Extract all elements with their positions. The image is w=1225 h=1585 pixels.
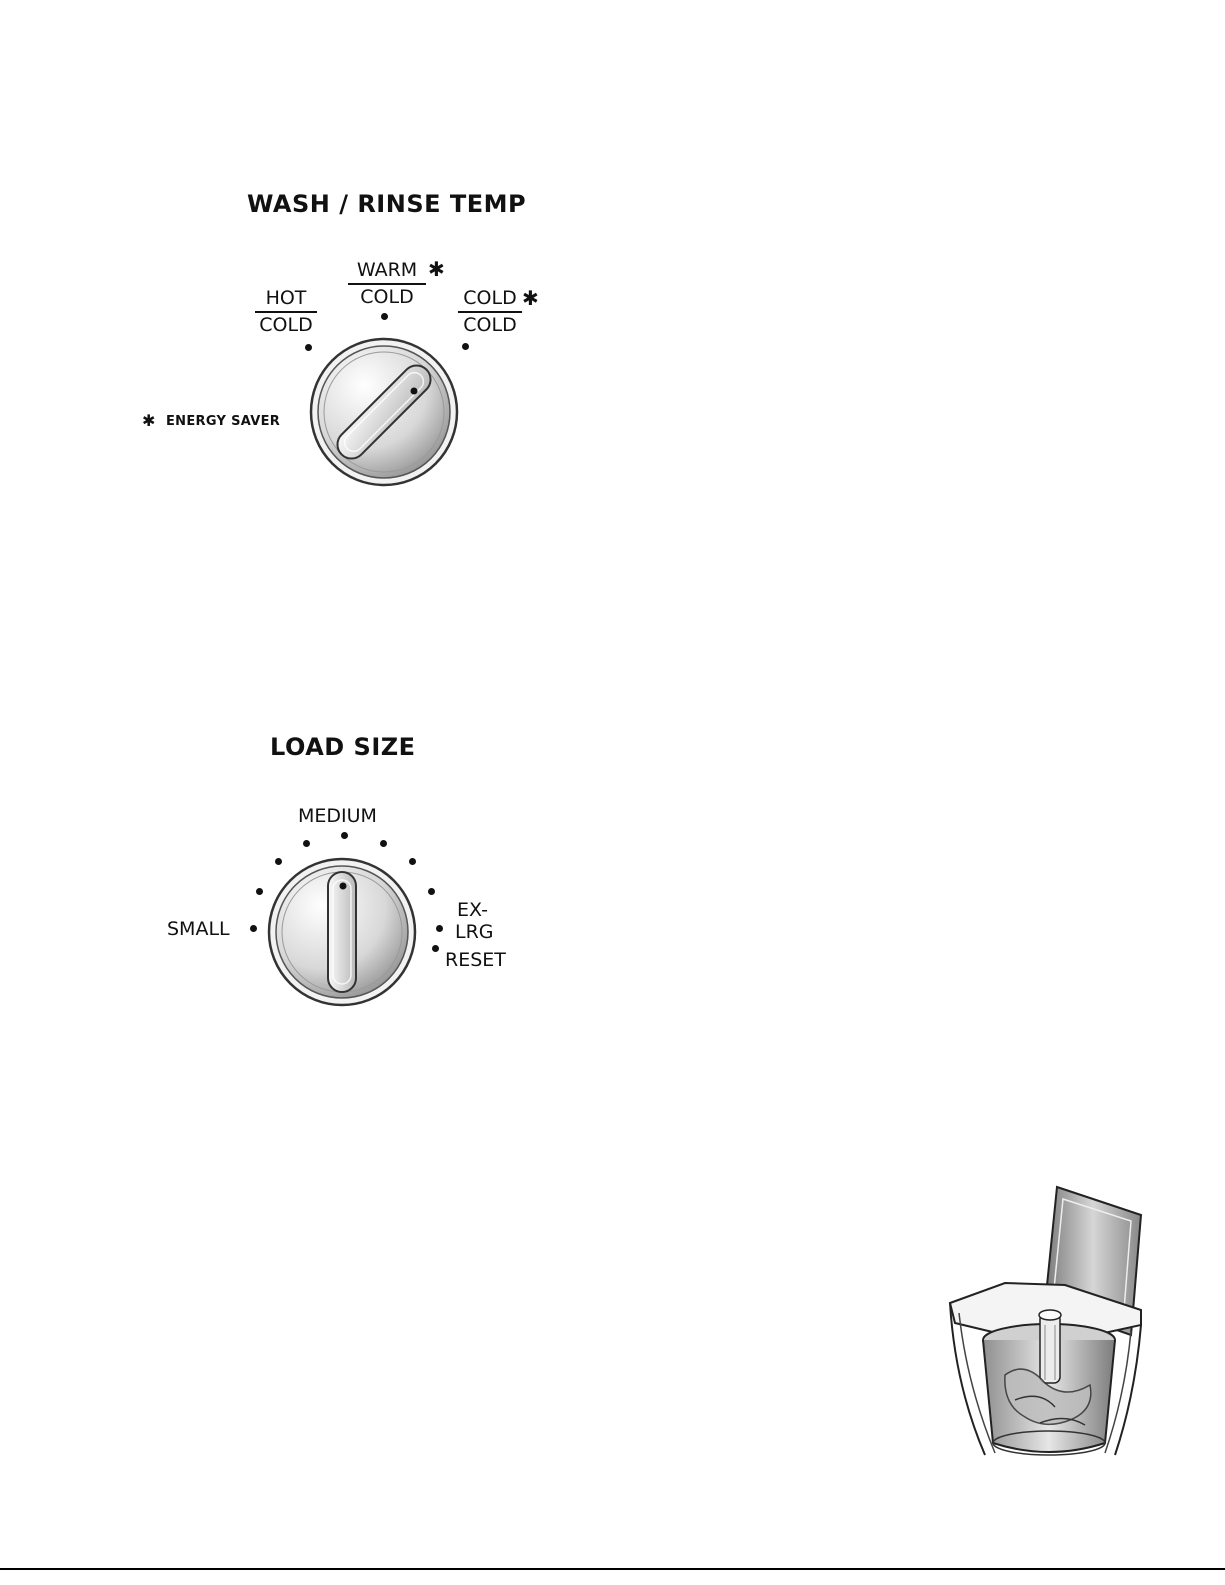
load-dot-2: [256, 888, 263, 895]
load-size-knob[interactable]: [266, 856, 418, 1008]
reset-label: RESET: [445, 949, 506, 971]
energy-saver-note: ENERGY SAVER: [166, 414, 281, 429]
load-size-title: LOAD SIZE: [270, 733, 416, 761]
washer-open-lid-illustration: [945, 1185, 1145, 1465]
warm-cold-label: [348, 258, 426, 310]
bottom-rule: [0, 1568, 1225, 1570]
medium-label: MEDIUM: [298, 805, 377, 827]
cold-cold-label-top: COLD: [458, 286, 522, 313]
hot-cold-label-top: HOT: [255, 286, 317, 313]
wash-rinse-temp-title: WASH / RINSE TEMP: [247, 190, 527, 218]
hot-cold-label: [255, 286, 317, 338]
setting-dot-warm: [381, 313, 388, 320]
cold-cold-label-bottom: COLD: [463, 314, 517, 336]
load-dot-5: [341, 832, 348, 839]
warm-energy-saver-star: ✱: [428, 257, 445, 281]
hot-cold-label-bottom: COLD: [259, 314, 313, 336]
load-dot-6: [380, 840, 387, 847]
ex-lrg-label-line2: LRG: [455, 921, 494, 943]
load-dot-9: [436, 925, 443, 932]
ex-lrg-label-line1: EX-: [457, 899, 488, 921]
small-label: SMALL: [167, 918, 230, 940]
cold-cold-label: [458, 286, 522, 338]
energy-saver-note-star: ✱: [142, 411, 156, 430]
load-dot-1: [250, 925, 257, 932]
warm-cold-label-top: WARM: [348, 258, 426, 285]
cold-energy-saver-star: ✱: [522, 286, 539, 310]
load-dot-4: [303, 840, 310, 847]
wash-rinse-temp-knob[interactable]: [308, 336, 460, 488]
load-dot-8: [428, 888, 435, 895]
rotary-knob-icon: [328, 872, 356, 992]
load-dot-reset: [432, 945, 439, 952]
setting-dot-cold: [462, 343, 469, 350]
warm-cold-label-bottom: COLD: [360, 286, 414, 308]
